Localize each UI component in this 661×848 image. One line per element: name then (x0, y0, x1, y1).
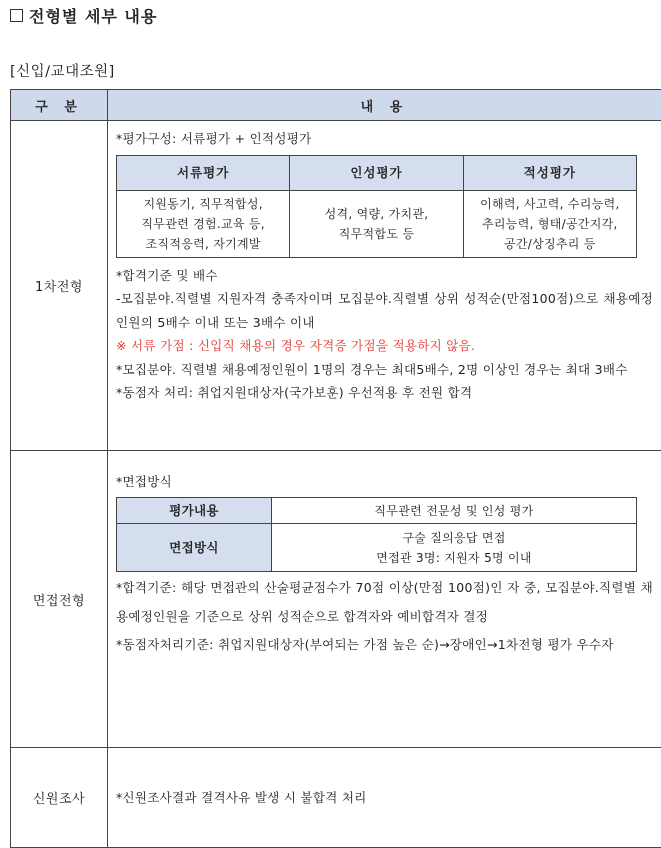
eval-header-personality: 인성평가 (290, 155, 463, 190)
stage2-name: 면접전형 (11, 451, 108, 748)
section-heading (10, 4, 157, 27)
header-content: 내 용 (108, 90, 661, 121)
eval-cell-docs: 지원동기, 직무적합성, 직무관련 경험.교육 등, 조직적응력, 자기계발 (117, 190, 290, 257)
eval-header-aptitude: 적성평가 (463, 155, 636, 190)
multiplier-rule: *모집분야. 직렬별 채용예정인원이 1명의 경우는 최대5배수, 2명 이상인 경우는 최대 3배수 (116, 358, 653, 382)
stage1-content (108, 121, 661, 451)
checkbox-square-icon (10, 9, 23, 22)
interview-method-title: *면접방식 (116, 469, 653, 495)
pass-criteria-text: -모집분야.직렬별 지원자격 충족자이며 모집분야.직렬별 상위 성적순(만점100점)으로 채용예정인원의 5배수 이내 또는 3배수 이내 (116, 287, 653, 334)
interview-row1-value: 직무관련 전문성 및 인성 평가 (272, 498, 637, 524)
selection-table (10, 89, 661, 848)
background-check-text: *신원조사결과 결격사유 발생 시 불합격 처리 (116, 786, 653, 810)
interview-table (116, 497, 637, 572)
interview-row2-value: 구술 질의응답 면접 면접관 3명: 지원자 5명 이내 (272, 524, 637, 572)
stage1-name: 1차전형 (11, 121, 108, 451)
header-category: 구 분 (11, 90, 108, 121)
stage2-content (108, 451, 661, 748)
subheading: [신입/교대조원] (10, 60, 115, 81)
stage3-content (108, 748, 661, 848)
stage3-name: 신원조사 (11, 748, 108, 848)
eval-cell-personality: 성격, 역량, 가치관, 직무적합도 등 (290, 190, 463, 257)
docs-bonus-notice: ※ 서류 가점 : 신입직 채용의 경우 자격증 가점을 적용하지 않음. (116, 334, 653, 358)
pass-criteria-title: *합격기준 및 배수 (116, 264, 653, 288)
tie-rule: *동점자 처리: 취업지원대상자(국가보훈) 우선적용 후 전원 합격 (116, 381, 653, 405)
interview-pass-criteria: *합격기준: 해당 면접관의 산술평균점수가 70점 이상(만점 100점)인 자 중, 모집분야.직렬별 채용예정인원을 기준으로 상위 성적순으로 합격자와 예비합격자 결정 (116, 574, 653, 631)
interview-row2-label: 면접방식 (117, 524, 272, 572)
eval-composition: *평가구성: 서류평가 + 인적성평가 (116, 127, 653, 151)
section-heading-text: 전형별 세부 내용 (29, 7, 157, 26)
interview-tie-rule: *동점자처리기준: 취업지원대상자(부여되는 가점 높은 순)→장애인→1차전형 평가 우수자 (116, 631, 653, 660)
eval-table (116, 155, 637, 258)
eval-cell-aptitude: 이해력, 사고력, 수리능력, 추리능력, 형태/공간지각, 공간/상징추리 등 (463, 190, 636, 257)
eval-header-docs: 서류평가 (117, 155, 290, 190)
interview-row1-label: 평가내용 (117, 498, 272, 524)
